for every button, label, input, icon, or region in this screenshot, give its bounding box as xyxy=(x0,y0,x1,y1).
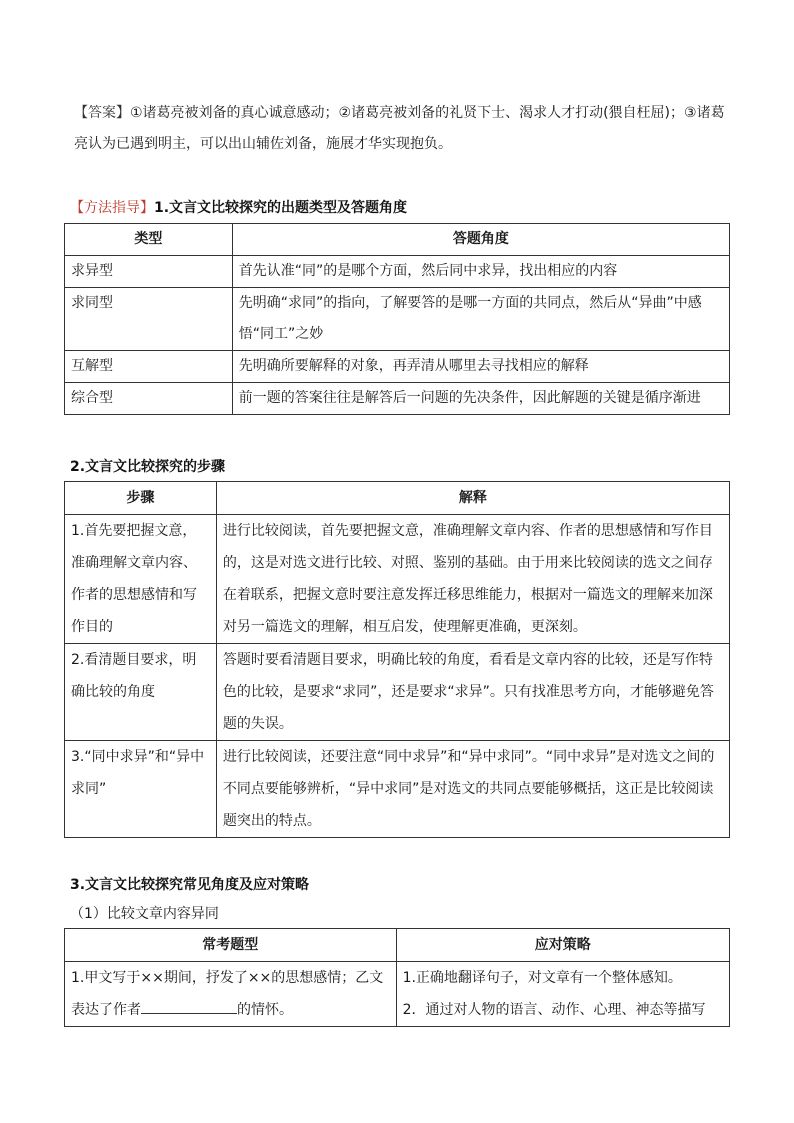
question-type-cell xyxy=(65,962,397,1027)
header-question-type: 常考题型 xyxy=(65,929,397,962)
answer-text: ①诸葛亮被刘备的真心诚意感动；②诸葛亮被刘备的礼贤下士、渴求人才打动(猥自枉屈)；③诸葛亮认为已遇到明主，可以出山辅佐刘备，施展才华实现抱负。 xyxy=(74,105,725,152)
strategy-cell xyxy=(396,962,729,1027)
table-row xyxy=(65,288,730,351)
table-header-row xyxy=(65,929,730,962)
table-row xyxy=(65,351,730,383)
strategy-table xyxy=(64,928,730,1027)
angle-cell: 先明确“求同”的指向，了解要答的是哪一方面的共同点，然后从“异曲”中感悟“同工”之妙 xyxy=(232,288,729,351)
header-type: 类型 xyxy=(65,224,233,256)
step-cell: 2.看清题目要求，明确比较的角度 xyxy=(65,644,217,741)
section1-heading xyxy=(70,197,407,217)
table-row xyxy=(65,741,730,838)
explain-cell: 进行比较阅读，还要注意“同中求异”和“异中求同”。“同中求异”是对选文之间的不同点要能够辨析，“异中求同”是对选文的共同点要能够概括，这正是比较阅读题突出的特点。 xyxy=(216,741,729,838)
table-header-row xyxy=(65,224,730,256)
section3-subtitle: （1）比较文章内容异同 xyxy=(70,906,219,922)
explain-cell: 进行比较阅读，首先要把握文意，准确理解文章内容、作者的思想感情和写作目的，这是对选文进行比较、对照、鉴别的基础。由于用来比较阅读的选文之间存在着联系，把握文意时要注意发挥迁移思维能力，根据对一篇选文的理解来加深对另一篇选文的理解，相互启发，使理解更准确，更深刻。 xyxy=(216,515,729,644)
header-angle: 答题角度 xyxy=(232,224,729,256)
header-explain: 解释 xyxy=(216,482,729,515)
question-type-text-end: 的情怀。 xyxy=(237,1002,293,1018)
question-type-text: 1.甲文写于××期间，抒发了××的思想感情；乙文表达了作者 xyxy=(71,970,384,1018)
table-row xyxy=(65,383,730,415)
table-row xyxy=(65,256,730,288)
type-cell: 互解型 xyxy=(65,351,233,383)
section2-title: 2.文言文比较探究的步骤 xyxy=(70,459,226,475)
method-guide-tag: 【方法指导】 xyxy=(70,200,154,216)
angle-cell: 前一题的答案往往是解答后一问题的先决条件，因此解题的关键是循序渐进 xyxy=(232,383,729,415)
table-header-row xyxy=(65,482,730,515)
explain-cell: 答题时要看清题目要求，明确比较的角度，看看是文章内容的比较，还是写作特色的比较，是要求“求同”，还是要求“求异”。只有找准思考方向，才能够避免答题的失误。 xyxy=(216,644,729,741)
header-step: 步骤 xyxy=(65,482,217,515)
table-row xyxy=(65,515,730,644)
strategy-line-2: 2．通过对人物的语言、动作、心理、神态等描写 xyxy=(402,1002,706,1018)
table-row xyxy=(65,644,730,741)
type-cell: 求异型 xyxy=(65,256,233,288)
fill-blank xyxy=(141,999,237,1014)
question-types-table xyxy=(64,223,730,415)
steps-table xyxy=(64,481,730,838)
answer-tag: 【答案】 xyxy=(74,105,130,121)
angle-cell: 先明确所要解释的对象，再弄清从哪里去寻找相应的解释 xyxy=(232,351,729,383)
header-strategy: 应对策略 xyxy=(396,929,729,962)
step-cell: 3.“同中求异”和“异中求同” xyxy=(65,741,217,838)
step-cell: 1.首先要把握文意，准确理解文章内容、作者的思想感情和写作目的 xyxy=(65,515,217,644)
section3-title: 3.文言文比较探究常见角度及应对策略 xyxy=(70,877,310,893)
table-row xyxy=(65,962,730,1027)
strategy-line-1: 1.正确地翻译句子，对文章有一个整体感知。 xyxy=(402,970,682,986)
answer-paragraph xyxy=(74,98,730,160)
section1-title: 1.文言文比较探究的出题类型及答题角度 xyxy=(154,200,408,216)
type-cell: 综合型 xyxy=(65,383,233,415)
angle-cell: 首先认准“同”的是哪个方面，然后同中求异，找出相应的内容 xyxy=(232,256,729,288)
type-cell: 求同型 xyxy=(65,288,233,351)
